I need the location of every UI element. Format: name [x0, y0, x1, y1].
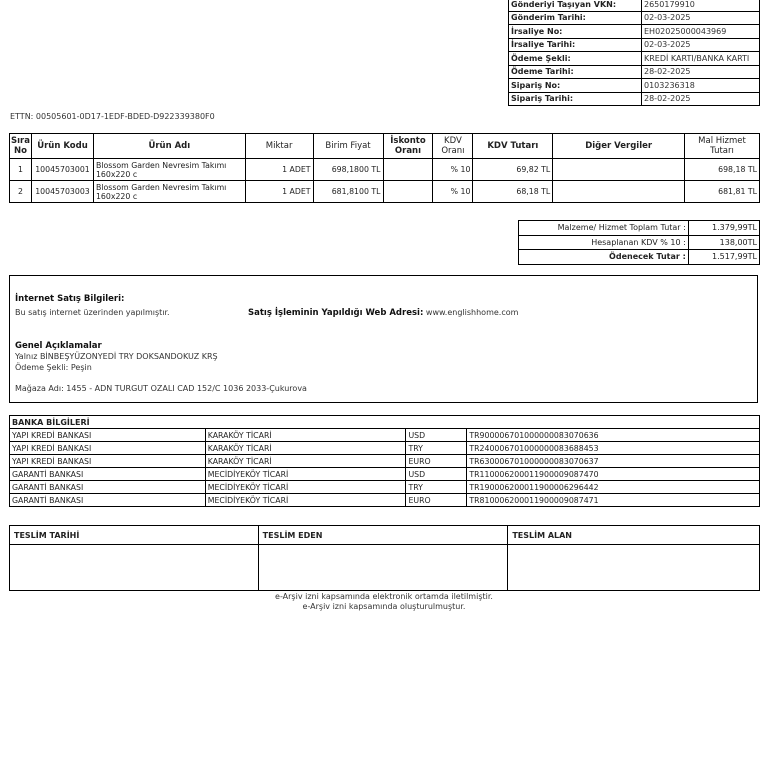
- cell-mal-hizmet-tutari: 681,81 TL: [685, 181, 760, 203]
- bank-iban: TR630006701000000083070637: [467, 455, 760, 468]
- info-label: Ödeme Tarihi:: [509, 65, 642, 79]
- cell-diger-vergiler: [553, 181, 685, 203]
- delivery-date-label: TESLİM TARİHİ: [10, 526, 259, 545]
- table-row: [10, 455, 760, 468]
- info-value: 28-02-2025: [642, 65, 760, 79]
- bank-currency: USD: [406, 429, 467, 442]
- info-row: [509, 25, 760, 39]
- cell-kdv-tutari: 68,18 TL: [473, 181, 553, 203]
- web-address-value: www.englishhome.com: [425, 308, 519, 317]
- general-notes-line: Yalnız BİNBEŞYÜZONYEDİ TRY DOKSANDOKUZ KRŞ: [15, 352, 218, 361]
- bank-branch: KARAKÖY TİCARİ: [205, 442, 406, 455]
- bank-iban: TR900006701000000083070636: [467, 429, 760, 442]
- col-header-kdv-orani: KDV Oranı: [433, 134, 473, 159]
- general-notes-line: Ödeme Şekli: Peşin: [15, 363, 92, 372]
- info-row: [509, 79, 760, 93]
- info-value: EH02025000043969: [642, 25, 760, 39]
- info-row: [509, 0, 760, 11]
- info-row: [509, 92, 760, 106]
- col-header-sira: Sıra No: [10, 134, 32, 159]
- info-label: İrsaliye Tarihi:: [509, 38, 642, 52]
- bank-branch: MECİDİYEKÖY TİCARİ: [205, 494, 406, 507]
- bank-title: BANKA BİLGİLERİ: [10, 416, 760, 429]
- col-header-ad: Ürün Adı: [93, 134, 245, 159]
- info-label: Sipariş Tarihi:: [509, 92, 642, 106]
- cell-miktar: 1 ADET: [245, 181, 313, 203]
- web-address: [248, 308, 518, 318]
- bank-name: GARANTİ BANKASI: [10, 494, 206, 507]
- delivered-by-cell: [258, 545, 508, 591]
- bank-iban: TR110006200011900009087470: [467, 468, 760, 481]
- internet-sales-text: Bu satış internet üzerinden yapılmıştır.: [15, 308, 170, 317]
- cell-kdv-orani: % 10: [433, 181, 473, 203]
- footer-line: e-Arşiv izni kapsamında oluşturulmuştur.: [302, 602, 466, 611]
- bank-name: YAPI KREDİ BANKASI: [10, 442, 206, 455]
- info-label: İrsaliye No:: [509, 25, 642, 39]
- items-table: [9, 133, 760, 203]
- footer-line: e-Arşiv izni kapsamında elektronik ortamda iletilmiştir.: [275, 592, 493, 601]
- ettn-code: ETTN: 00505601-0D17-1EDF-BDED-D922339380F0: [10, 112, 215, 121]
- table-row: [10, 159, 760, 181]
- info-value: 2650179910: [642, 0, 760, 11]
- bank-header-row: [10, 416, 760, 429]
- store-info: Mağaza Adı: 1455 - ADN TURGUT OZALI CAD 152/C 1036 2033-Çukurova: [15, 384, 307, 393]
- totals-row: [519, 235, 760, 250]
- bank-currency: TRY: [406, 481, 467, 494]
- delivery-table: [9, 525, 760, 591]
- totals-value: 1.379,99TL: [688, 221, 759, 236]
- cell-kod: 10045703001: [31, 159, 93, 181]
- info-label: Sipariş No:: [509, 79, 642, 93]
- bank-branch: KARAKÖY TİCARİ: [205, 455, 406, 468]
- cell-mal-hizmet-tutari: 698,18 TL: [685, 159, 760, 181]
- bank-iban: TR190006200011900006296442: [467, 481, 760, 494]
- bank-table: [9, 415, 760, 507]
- cell-kdv-orani: % 10: [433, 159, 473, 181]
- totals-label: Malzeme/ Hizmet Toplam Tutar :: [519, 221, 689, 236]
- bank-currency: EURO: [406, 494, 467, 507]
- received-by-label: TESLİM ALAN: [508, 526, 760, 545]
- cell-birim-fiyat: 698,1800 TL: [313, 159, 383, 181]
- items-header-row: [10, 134, 760, 159]
- cell-iskonto: [383, 159, 433, 181]
- info-value: 02-03-2025: [642, 11, 760, 25]
- col-header-miktar: Miktar: [245, 134, 313, 159]
- bank-name: GARANTİ BANKASI: [10, 468, 206, 481]
- totals-row: [519, 221, 760, 236]
- table-row: [10, 494, 760, 507]
- bank-iban: TR810006200011900009087471: [467, 494, 760, 507]
- info-value: 0103236318: [642, 79, 760, 93]
- totals-value: 138,00TL: [688, 235, 759, 250]
- col-header-diger-vergiler: Diğer Vergiler: [553, 134, 685, 159]
- bank-currency: USD: [406, 468, 467, 481]
- cell-sira: 2: [10, 181, 32, 203]
- cell-diger-vergiler: [553, 159, 685, 181]
- bank-branch: KARAKÖY TİCARİ: [205, 429, 406, 442]
- bank-currency: EURO: [406, 455, 467, 468]
- info-row: [509, 11, 760, 25]
- table-row: [10, 429, 760, 442]
- totals-label: Hesaplanan KDV % 10 :: [519, 235, 689, 250]
- delivery-body-row: [10, 545, 760, 591]
- table-row: [10, 442, 760, 455]
- info-row: [509, 38, 760, 52]
- info-value: KREDİ KARTI/BANKA KARTI: [642, 52, 760, 66]
- delivered-by-label: TESLİM EDEN: [258, 526, 508, 545]
- col-header-kdv-tutari: KDV Tutarı: [473, 134, 553, 159]
- info-label: Gönderiyi Taşıyan VKN:: [509, 0, 642, 11]
- bank-name: YAPI KREDİ BANKASI: [10, 429, 206, 442]
- bank-name: YAPI KREDİ BANKASI: [10, 455, 206, 468]
- footer: [0, 592, 768, 612]
- bank-name: GARANTİ BANKASI: [10, 481, 206, 494]
- totals-label: Ödenecek Tutar :: [519, 250, 689, 265]
- info-label: Ödeme Şekli:: [509, 52, 642, 66]
- internet-sales-title: İnternet Satış Bilgileri:: [15, 294, 125, 304]
- cell-birim-fiyat: 681,8100 TL: [313, 181, 383, 203]
- bank-branch: MECİDİYEKÖY TİCARİ: [205, 468, 406, 481]
- shipment-info-table: [508, 0, 760, 106]
- cell-kdv-tutari: 69,82 TL: [473, 159, 553, 181]
- table-row: [10, 181, 760, 203]
- delivery-date-cell: [10, 545, 259, 591]
- cell-kod: 10045703003: [31, 181, 93, 203]
- info-label: Gönderim Tarihi:: [509, 11, 642, 25]
- info-value: 28-02-2025: [642, 92, 760, 106]
- col-header-birim-fiyat: Birim Fiyat: [313, 134, 383, 159]
- totals-value: 1.517,99TL: [688, 250, 759, 265]
- table-row: [10, 468, 760, 481]
- bank-currency: TRY: [406, 442, 467, 455]
- web-address-label: Satış İşleminin Yapıldığı Web Adresi:: [248, 308, 424, 318]
- cell-miktar: 1 ADET: [245, 159, 313, 181]
- bank-iban: TR240006701000000083688453: [467, 442, 760, 455]
- cell-ad: Blossom Garden Nevresim Takımı 160x220 c: [93, 159, 245, 181]
- cell-sira: 1: [10, 159, 32, 181]
- table-row: [10, 481, 760, 494]
- delivery-header-row: [10, 526, 760, 545]
- received-by-cell: [508, 545, 760, 591]
- info-row: [509, 52, 760, 66]
- info-value: 02-03-2025: [642, 38, 760, 52]
- info-row: [509, 65, 760, 79]
- totals-table: [518, 220, 760, 265]
- col-header-kod: Ürün Kodu: [31, 134, 93, 159]
- general-notes-title: Genel Açıklamalar: [15, 341, 102, 351]
- col-header-mal-hizmet-tutari: Mal Hizmet Tutarı: [685, 134, 760, 159]
- totals-row: [519, 250, 760, 265]
- cell-ad: Blossom Garden Nevresim Takımı 160x220 c: [93, 181, 245, 203]
- bank-branch: MECİDİYEKÖY TİCARİ: [205, 481, 406, 494]
- col-header-iskonto: İskonto Oranı: [383, 134, 433, 159]
- notes-box: [9, 275, 758, 403]
- cell-iskonto: [383, 181, 433, 203]
